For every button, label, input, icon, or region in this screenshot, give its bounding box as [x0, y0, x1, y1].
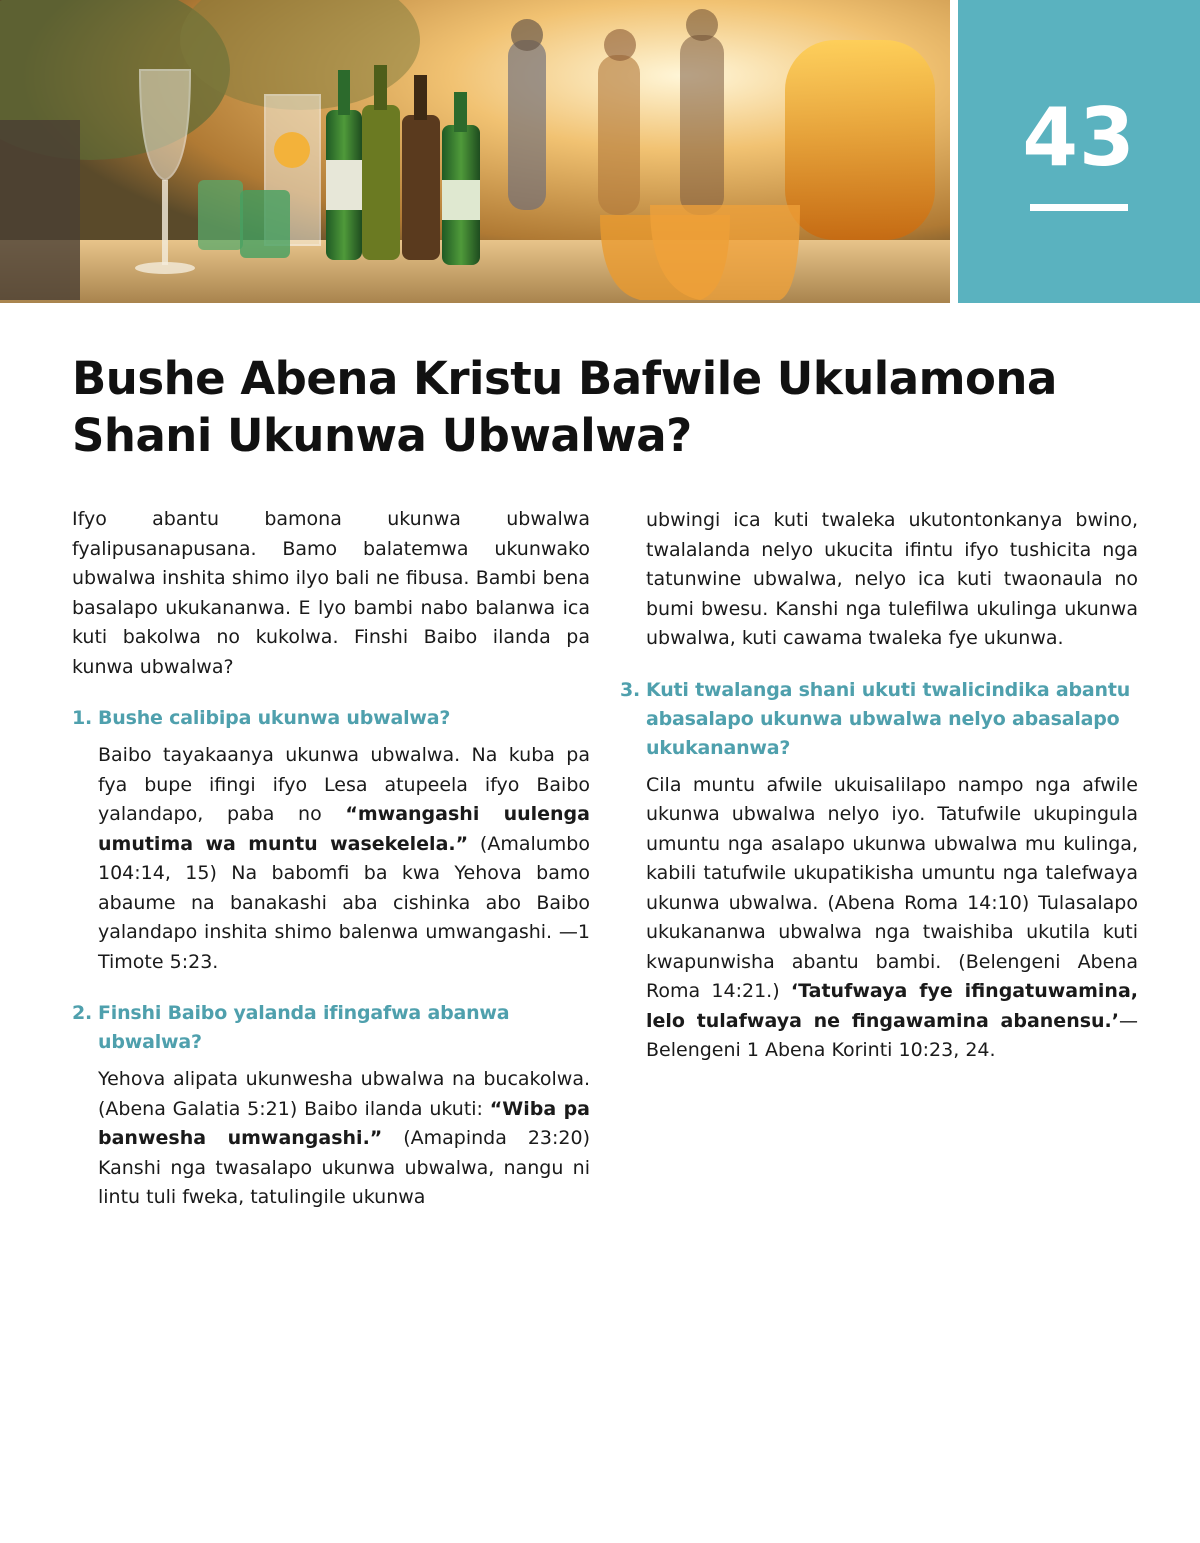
question-1-heading: [72, 704, 590, 733]
question-text: Bushe calibipa ukunwa ubwalwa?: [98, 707, 451, 729]
answer-2-continued: [620, 506, 1138, 654]
lesson-number-badge: [958, 0, 1200, 303]
lesson-number: 43: [1022, 91, 1136, 184]
answer-text: Yehova alipata ukunwesha ubwalwa na bucakolwa. (Abena Galatia 5:21) Baibo ilanda ukuti:: [98, 1068, 590, 1120]
drinks-table-illustration: [0, 0, 950, 303]
intro-paragraph: Ifyo abantu bamona ukunwa ubwalwa fyalipusanapusana. Bamo balatemwa ukunwako ubwalwa inshita shimo ilyo bali ne fibusa. Bambi bena basalapo ukukananwa. E lyo bambi nabo balanwa ica kuti bakolwa no kukolwa. Finshi Baibo ilanda pa kunwa ubwalwa?: [72, 508, 590, 678]
question-number: 3.: [620, 678, 641, 701]
question-text: Finshi Baibo yalanda ifingafwa abanwa ubwalwa?: [98, 1002, 510, 1053]
question-3-heading: [620, 676, 1138, 763]
scripture-quote: “mwangashi uulenga umutima wa muntu wasekelela.”: [98, 803, 590, 855]
badge-underline: [1030, 204, 1128, 211]
answer-1-paragraph: [72, 741, 590, 977]
scripture-quote: ‘Tatufwaya fye ifingatuwamina, lelo tulafwaya ne fingawamina abanensu.’: [646, 980, 1138, 1032]
left-column: [72, 505, 590, 1213]
hero-photo: [0, 0, 950, 303]
answer-2-paragraph: [72, 1065, 590, 1213]
right-column: [620, 506, 1138, 1066]
answer-text: (Amalumbo 104:14, 15) Na babomfi ba kwa Yehova bamo abaume na banakashi aba cishinka abo Baibo yalandapo inshita shimo balenwa umwangashi. —1 Timote 5:23.: [98, 832, 590, 973]
question-number: 2.: [72, 1002, 93, 1024]
answer-3-paragraph: [620, 771, 1138, 1066]
question-number: 1.: [72, 707, 93, 729]
scripture-quote: “Wiba pa banwesha umwangashi.”: [98, 1097, 591, 1149]
answer-text: Cila muntu afwile ukuisalilapo nampo nga afwile ukunwa ubwalwa nelyo iyo. Tatufwile ukupingula umuntu nga asalapo ukunwa ubwalwa mu kulinga, kabili tatufwile ukupatikisha umuntu nga talefwaya ukunwa ubwalwa. (Abena Roma 14:10) Tulasalapo ukukananwa ubwalwa nga twaishiba ukutila kuti kwapunwisha abantu bambi. (Belengeni Abena Roma 14:21.): [646, 773, 1138, 1002]
answer-text: (Amapinda 23:20) Kanshi nga twasalapo ukunwa ubwalwa, nangu ni lintu tuli fweka, tatulingile ukunwa: [98, 1127, 590, 1208]
answer-text: Baibo tayakaanya ukunwa ubwalwa. Na kuba pa fya bupe ifingi ifyo Lesa atupeela ifyo Baibo yalandapo, paba no: [98, 744, 590, 825]
question-text: Kuti twalanga shani ukuti twalicindika abantu abasalapo ukunwa ubwalwa nelyo abasalapo ukukananwa?: [646, 678, 1131, 759]
answer-text: ubwingi ica kuti twaleka ukutontonkanya bwino, twalalanda nelyo ukucita ifintu ifyo tushicita nga tatunwine ubwalwa, nelyo ica kuti twaonaula no bumi bwesu. Kanshi nga tulefilwa ukulinga ukunwa ubwalwa, kuti cawama twaleka fye ukunwa.: [646, 509, 1138, 649]
page-title: Bushe Abena Kristu Bafwile Ukulamona Shani Ukunwa Ubwalwa?: [72, 352, 1057, 462]
answer-text: —Belengeni 1 Abena Korinti 10:23, 24.: [646, 1009, 1138, 1061]
question-2-heading: [72, 999, 590, 1057]
